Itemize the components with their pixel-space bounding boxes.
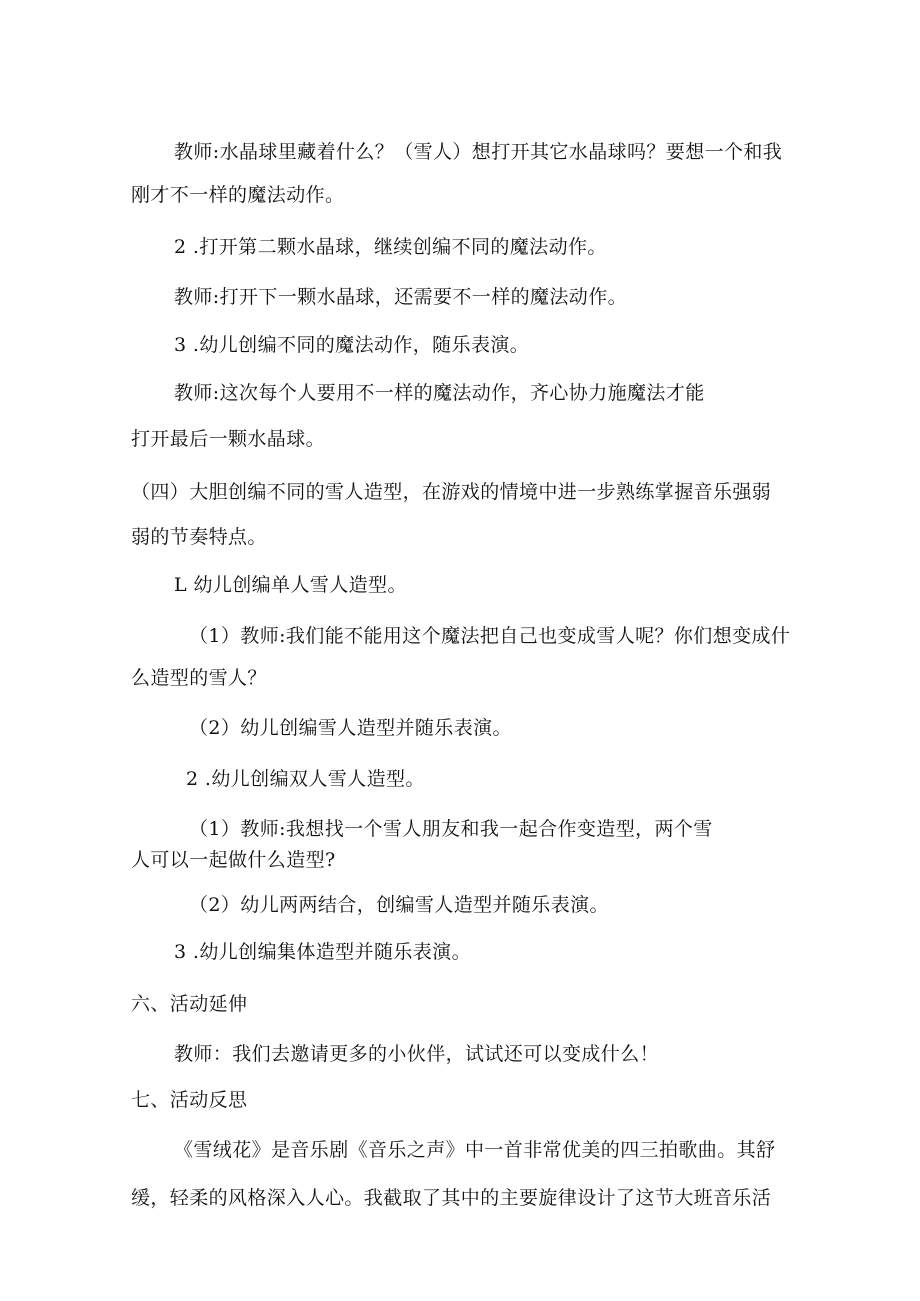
paragraph-line: 教师:水晶球里藏着什么？（雪人）想打开其它水晶球吗？要想一个和我 (174, 141, 783, 163)
paragraph-line: 缓，轻柔的风格深入人心。我截取了其中的主要旋律设计了这节大班音乐活 (131, 1187, 772, 1209)
paragraph-line: 教师：我们去邀请更多的小伙伴，试试还可以变成什么！ (174, 1043, 660, 1065)
sub-list-item: （1）教师:我们能不能用这个魔法把自己也变成雪人呢？你们想变成什 (189, 625, 791, 647)
list-item: 3 .幼儿创编不同的魔法动作，随乐表演。 (174, 334, 530, 356)
section-heading: （四）大胆创编不同的雪人造型，在游戏的情境中进一步熟练掌握音乐强弱 (131, 481, 772, 503)
paragraph-line: 《雪绒花》是音乐剧《音乐之声》中一首非常优美的四三拍歌曲。其舒 (174, 1139, 776, 1161)
sub-list-item: （2）幼儿创编雪人造型并随乐表演。 (189, 717, 512, 739)
section-heading: 六、活动延伸 (131, 993, 248, 1015)
sub-list-item: （1）教师:我想找一个雪人朋友和我一起合作变造型，两个雪 (189, 818, 713, 840)
paragraph-line: 人可以一起做什么造型? (131, 849, 336, 871)
list-item: 2 .打开第二颗水晶球，继续创编不同的魔法动作。 (174, 236, 607, 258)
paragraph-line: 打开最后一颗水晶球。 (131, 428, 326, 450)
list-item: 2 .幼儿创编双人雪人造型。 (186, 768, 425, 790)
section-heading: 七、活动反思 (131, 1089, 248, 1111)
paragraph-line: 教师:这次每个人要用不一样的魔法动作，齐心协力施魔法才能 (174, 382, 705, 404)
paragraph-line: 刚才不一样的魔法动作。 (131, 184, 345, 206)
paragraph-line: 弱的节奏特点。 (131, 526, 267, 548)
paragraph-line: 教师:打开下一颗水晶球，还需要不一样的魔法动作。 (174, 286, 628, 308)
paragraph-line: 么造型的雪人？ (131, 667, 267, 689)
list-item: 3 .幼儿创编集体造型并随乐表演。 (174, 941, 471, 963)
sub-list-item: （2）幼儿两两结合，创编雪人造型并随乐表演。 (189, 894, 609, 916)
list-item: L 幼儿创编单人雪人造型。 (174, 574, 407, 596)
